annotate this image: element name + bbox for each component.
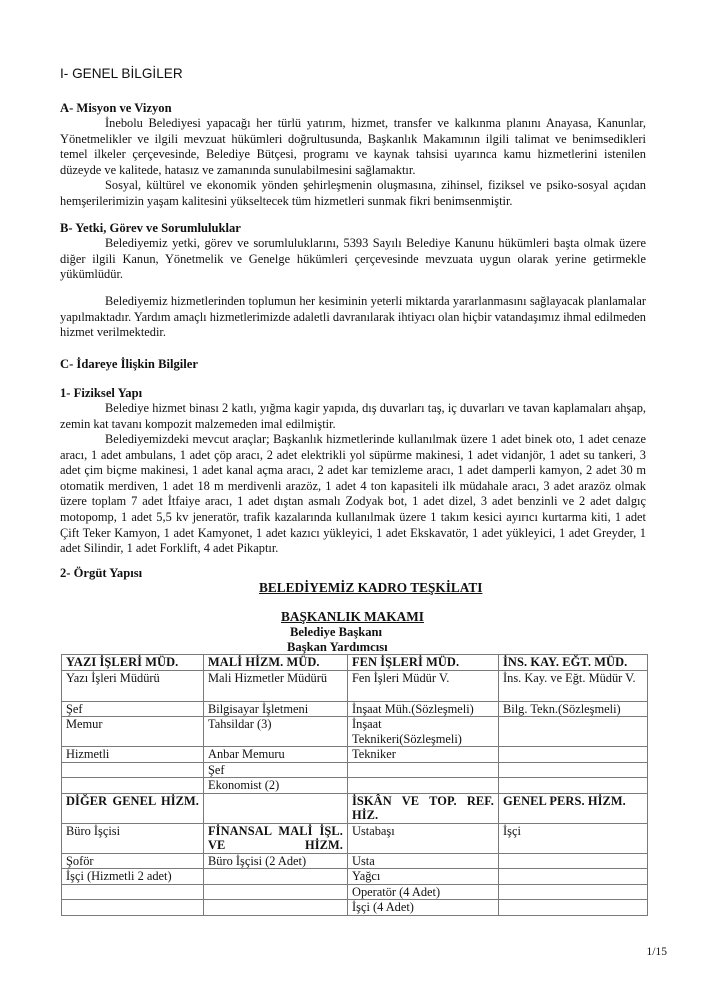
table-cell: [204, 900, 348, 916]
table-cell: [62, 900, 204, 916]
table-cell: YAZI İŞLERİ MÜD.: [62, 655, 204, 671]
table-cell: [204, 884, 348, 900]
table-cell: [204, 793, 348, 823]
table-cell: Hizmetli: [62, 747, 204, 763]
page-number: 1/15: [646, 946, 667, 958]
table-cell: [499, 900, 648, 916]
table-cell: Memur: [62, 717, 204, 747]
section-b-paragraph-1: Belediyemiz yetki, görev ve sorumluluklarını, 5393 Sayılı Belediye Kanunu hükümleri başta olmak üzere diğer ilgili Kanun, Yönetmelik ve Genelge hükümleri çerçevesinde mevzuata uygun olarak yerine getirmekle yükümlüdür.: [60, 236, 646, 282]
fiziksel-yapi-paragraph-2: Belediyemizdeki mevcut araçlar; Başkanlık hizmetlerinde kullanılmak üzere 1 adet binek oto, 1 adet cenaze aracı, 1 adet ambulans, 1 adet çöp aracı, 2 adet elektrikli yol süpürme makinesi, 1 adet vidanjör, 1 adet su tankeri, 3 adet çim biçme makinesi, 1 adet kanal açma aracı, 2 adet kar temizleme aracı, 1 adet damperli kamyon, 2 adet 30 m otomatik merdiven, 1 adet 18 m merdivenli arazöz, 1 adet 4 ton kapasiteli ilk müdahale aracı, 3 adet arazöz olmak üzere toplam 7 adet İtfaiye aracı, 1 adet dıştan asmalı Zodyak bot, 1 adet dizel, 3 adet benzinli ve 2 adet dalgıç motopomp, 1 adet 5,5 kv jeneratör, trafik kazalarında kullanılmak üzere 1 takım kesici ayırıcı kurtarma kiti, 1 adet Çift Teker Kamyon, 1 adet Kamyonet, 1 adet kazıcı yükleyici, 1 adet Ekskavatör, 1 adet yükleyici, 1 adet Greyder, 1 adet Silindir, 1 adet Forklift, 4 adet Pikaptır.: [60, 432, 646, 556]
table-cell: [499, 762, 648, 778]
table-cell: Şef: [204, 762, 348, 778]
table-cell: İnşaat Teknikeri(Sözleşmeli): [348, 717, 499, 747]
table-cell: İNS. KAY. EĞT. MÜD.: [499, 655, 648, 671]
orgut-yapisi-title: 2- Örgüt Yapısı: [60, 566, 143, 580]
fiziksel-yapi-title: 1- Fiziksel Yapı: [60, 386, 143, 400]
baskan-yardimcisi-label: Başkan Yardımcısı: [287, 640, 388, 654]
table-cell: DİĞER GENEL HİZM.: [62, 793, 204, 823]
table-row: [62, 778, 648, 794]
table-cell: Yazı İşleri Müdürü: [62, 670, 204, 701]
table-cell: [348, 762, 499, 778]
table-cell: İşçi (Hizmetli 2 adet): [62, 869, 204, 885]
table-cell: FİNANSAL MALİ İŞL. VE HİZM.: [204, 823, 348, 853]
table-row: [62, 823, 648, 853]
table-cell: İşçi: [499, 823, 648, 853]
table-cell: [499, 853, 648, 869]
table-cell: [499, 717, 648, 747]
table-cell: [499, 884, 648, 900]
table-cell: Anbar Memuru: [204, 747, 348, 763]
table-cell: GENEL PERS. HİZM.: [499, 793, 648, 823]
section-c-title: C- İdareye İlişkin Bilgiler: [60, 357, 198, 371]
fiziksel-yapi-paragraph-1: Belediye hizmet binası 2 katlı, yığma kagir yapıda, dış duvarları taş, iç duvarları ve tavan kaplamaları ahşap, zemin kat tavanı kompozit malzemeden imal edilmiştir.: [60, 401, 646, 431]
table-cell: Fen İşleri Müdür V.: [348, 670, 499, 701]
table-cell: İnşaat Müh.(Sözleşmeli): [348, 701, 499, 717]
table-cell: Mali Hizmetler Müdürü: [204, 670, 348, 701]
table-cell: [499, 869, 648, 885]
table-cell: Büro İşçisi: [62, 823, 204, 853]
section-a-paragraph-1: İnebolu Belediyesi yapacağı her türlü yatırım, hizmet, transfer ve kalkınma planını Anayasa, Kanunlar, Yönetmelikler ve ilgili mevzuat hükümleri doğrultusunda, Başkanlık Makamının ilgili talimat ve benimsedikleri temel ilkeler çerçevesinde, Belediye Bütçesi, programı ve kaynak tahsisi uyarınca kamu hizmetlerini istenilen düzeyde ve kalitede, hatasız ve zamanında sunulabilmesini sağlamaktır.: [60, 116, 646, 177]
table-row: [62, 900, 648, 916]
table-cell: [62, 778, 204, 794]
table-cell: Usta: [348, 853, 499, 869]
table-cell: [62, 762, 204, 778]
section-b-paragraph-2: Belediyemiz hizmetlerinden toplumun her kesiminin yeterli miktarda yararlanmasını sağlayacak planlamalar yapılmaktadır. Yardım amaçlı hizmetlerimizde adaletli davranılarak ihtiyacı olan hiçbir vatandaşımız ihmal edilmeden hizmet verilmektedir.: [60, 294, 646, 340]
table-row: [62, 853, 648, 869]
main-heading: I- GENEL BİLGİLER: [60, 66, 183, 81]
table-cell: Büro İşçisi (2 Adet): [204, 853, 348, 869]
table-cell: Ustabaşı: [348, 823, 499, 853]
table-row: [62, 670, 648, 701]
table-cell: FEN İŞLERİ MÜD.: [348, 655, 499, 671]
table-cell: Şoför: [62, 853, 204, 869]
table-cell: [204, 869, 348, 885]
table-cell: Şef: [62, 701, 204, 717]
section-a-title: A- Misyon ve Vizyon: [60, 101, 172, 115]
table-row: [62, 747, 648, 763]
table-cell: İns. Kay. ve Eğt. Müdür V.: [499, 670, 648, 701]
table-row: [62, 884, 648, 900]
table-cell: Bilgisayar İşletmeni: [204, 701, 348, 717]
table-header-row: [62, 655, 648, 671]
table-cell: [348, 778, 499, 794]
table-cell: Operatör (4 Adet): [348, 884, 499, 900]
table-cell: [499, 747, 648, 763]
table-cell: Tekniker: [348, 747, 499, 763]
table-cell: Tahsildar (3): [204, 717, 348, 747]
table-cell: Ekonomist (2): [204, 778, 348, 794]
baskanlik-makami-title: BAŞKANLIK MAKAMI: [281, 609, 424, 624]
table-cell: İSKÂN VE TOP. REF. HİZ.: [348, 793, 499, 823]
table-cell: MALİ HİZM. MÜD.: [204, 655, 348, 671]
belediye-baskani-label: Belediye Başkanı: [290, 625, 383, 639]
table-cell: İşçi (4 Adet): [348, 900, 499, 916]
section-a-paragraph-2: Sosyal, kültürel ve ekonomik yönden şehirleşmenin oluşmasına, zihinsel, fiziksel ve psiko-sosyal açıdan hemşerilerimizin yaşam kalitesini yükseltecek tüm hizmetleri sunmak fikri benimsenmiştir.: [60, 178, 646, 208]
table-row: [62, 701, 648, 717]
table-cell: Yağcı: [348, 869, 499, 885]
kadro-table: [61, 654, 648, 916]
table-subheader-row: [62, 793, 648, 823]
kadro-teskilati-title: BELEDİYEMİZ KADRO TEŞKİLATI: [259, 580, 483, 595]
table-cell: [62, 884, 204, 900]
table-row: [62, 717, 648, 747]
table-cell: Bilg. Tekn.(Sözleşmeli): [499, 701, 648, 717]
table-row: [62, 869, 648, 885]
section-b-title: B- Yetki, Görev ve Sorumluluklar: [60, 221, 241, 235]
table-cell: [499, 778, 648, 794]
table-row: [62, 762, 648, 778]
